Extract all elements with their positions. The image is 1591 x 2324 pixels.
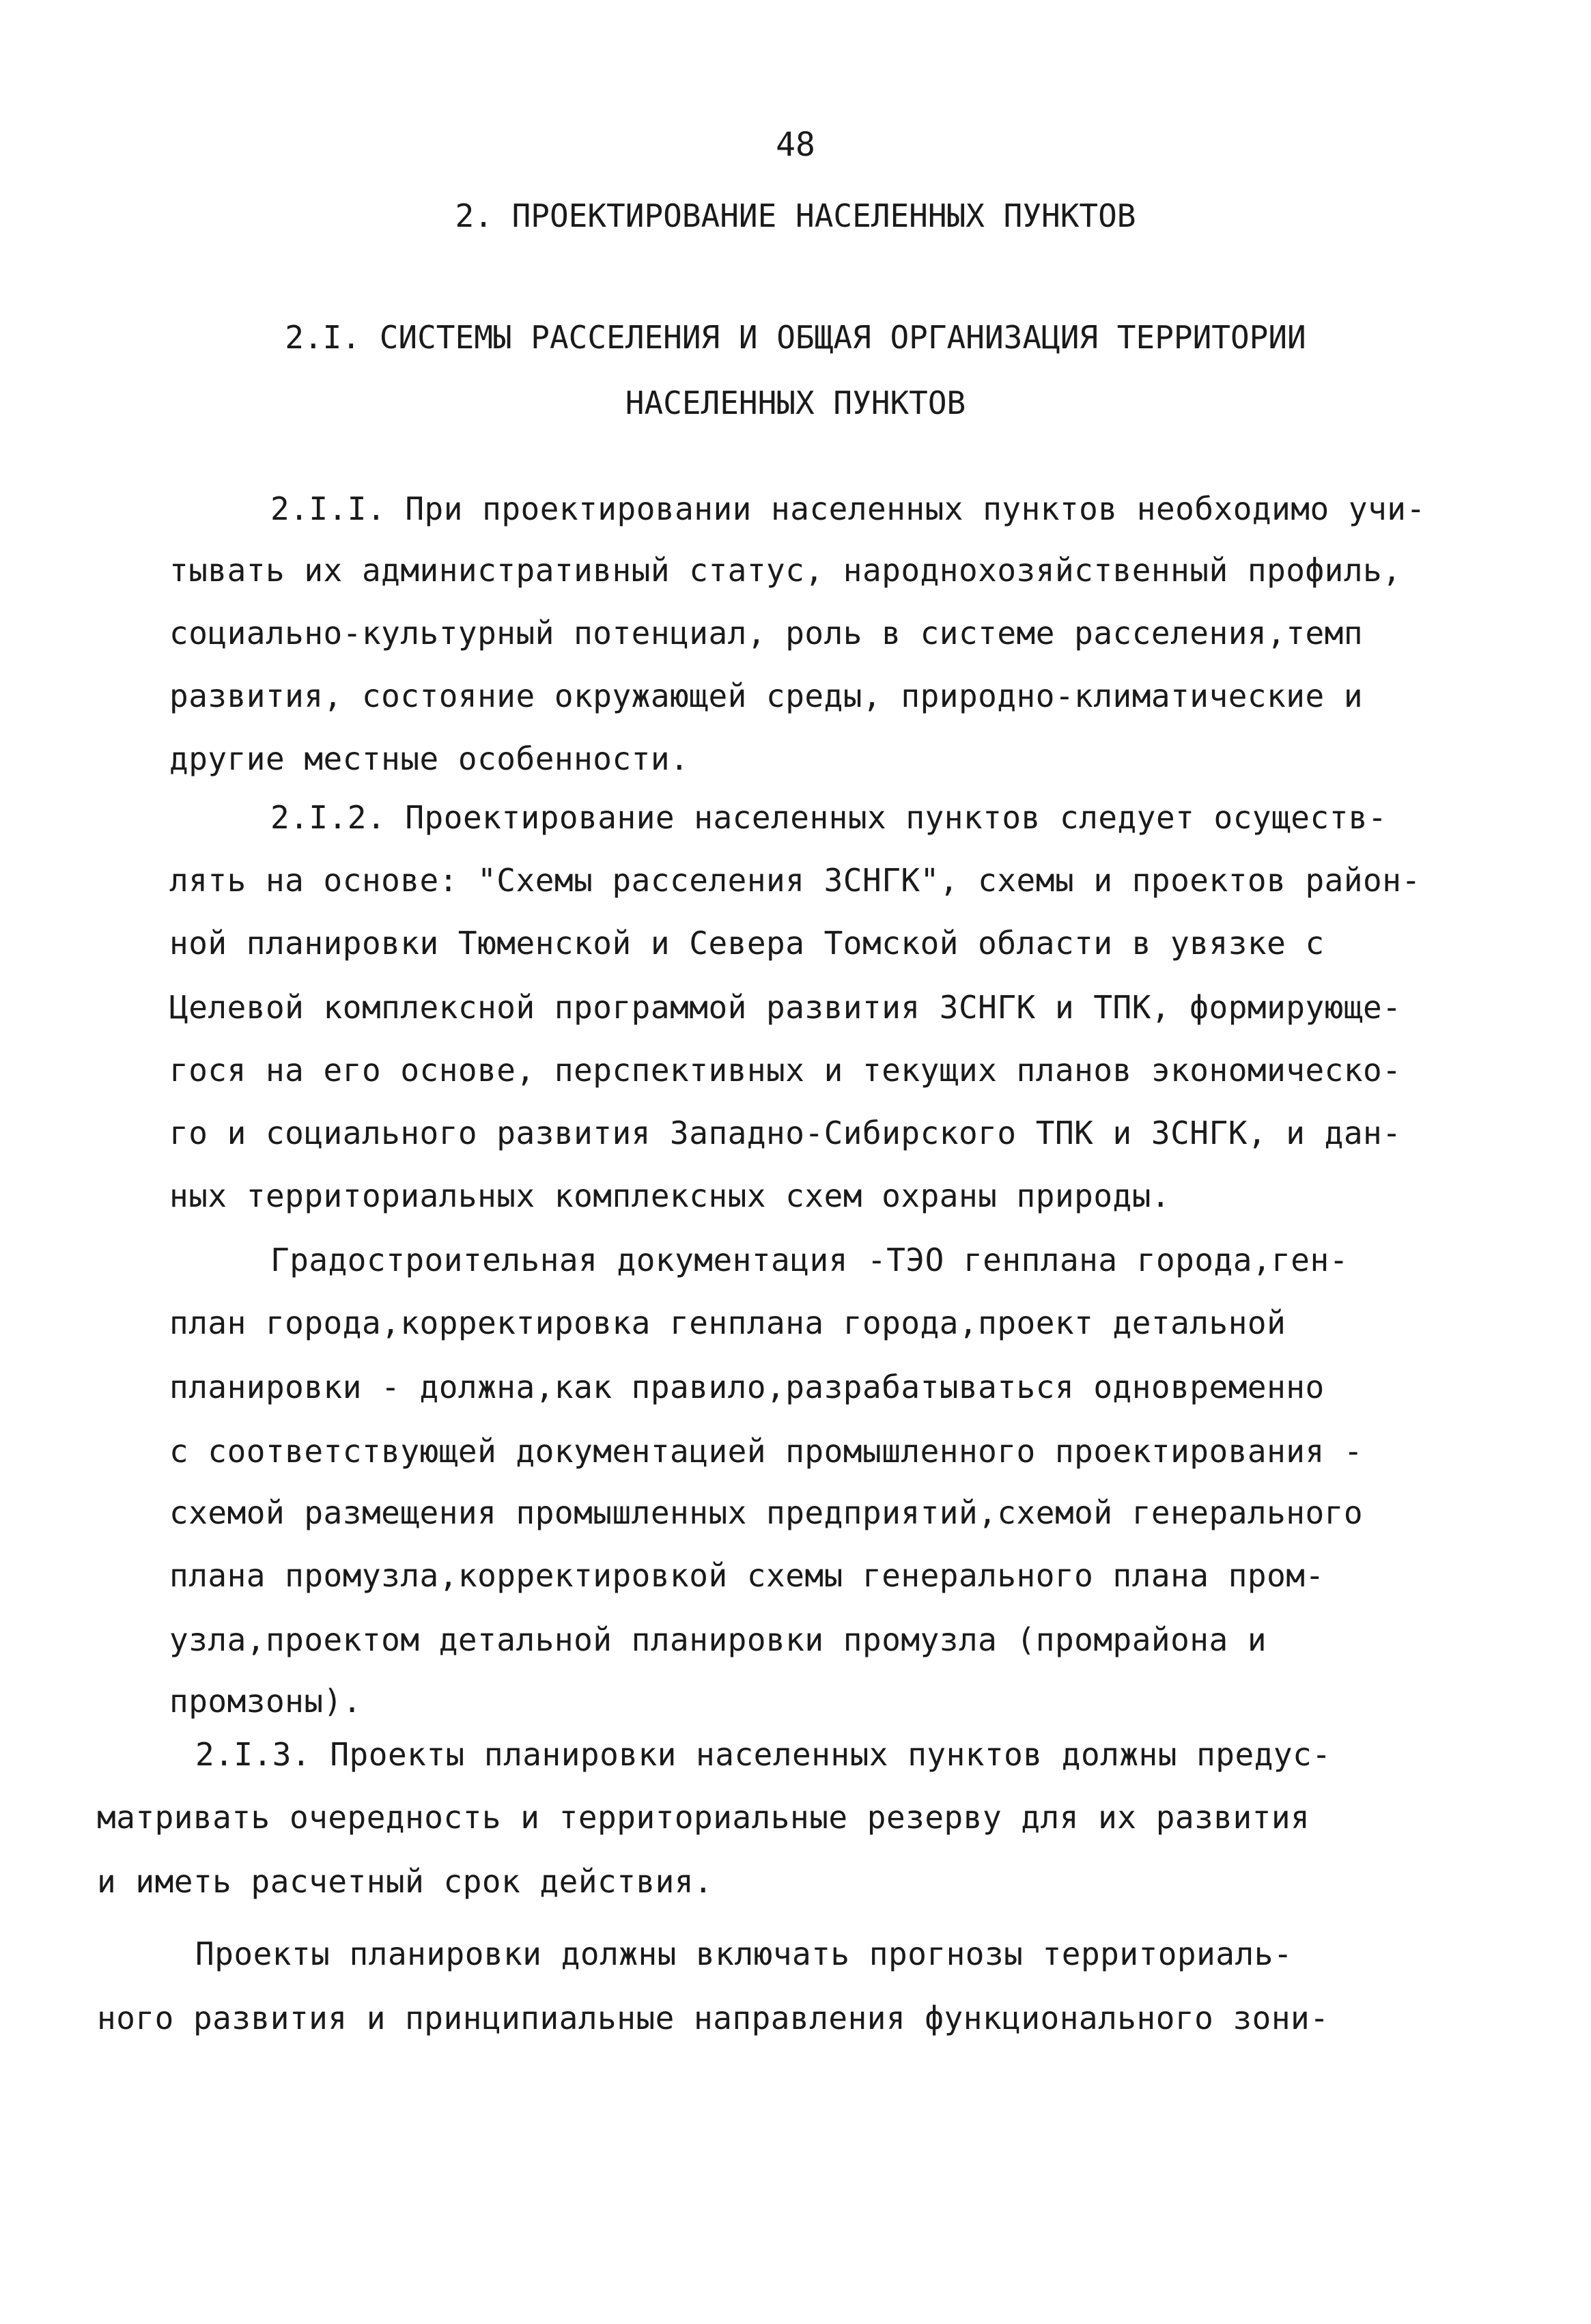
text-line: 2.I.2. Проектирование населенных пунктов следует осуществ-	[270, 799, 1388, 836]
subsection-title-line-2: НАСЕЛЕННЫХ ПУНКТОВ	[625, 384, 966, 421]
text-line: социально-культурный потенциал, роль в системе расселения,темп	[169, 615, 1364, 652]
text-line: узла,проектом детальной планировки промузла (промрайона и	[169, 1621, 1267, 1658]
text-line: схемой размещения промышленных предприятий,схемой генерального	[169, 1494, 1364, 1531]
text-line: Целевой комплексной программой развития ЗСНГК и ТПК, формирующе-	[169, 989, 1402, 1026]
text-line: ного развития и принципиальные направления функционального зони-	[97, 2000, 1329, 2036]
section-title: 2. ПРОЕКТИРОВАНИЕ НАСЕЛЕННЫХ ПУНКТОВ	[455, 197, 1136, 234]
text-line: с соответствующей документацией промышленного проектирования -	[169, 1433, 1364, 1470]
subsection-title-line-1: 2.I. СИСТЕМЫ РАССЕЛЕНИЯ И ОБЩАЯ ОРГАНИЗАЦИЯ ТЕРРИТОРИИ	[285, 319, 1306, 356]
text-line: го и социального развития Западно-Сибирского ТПК и ЗСНГК, и дан-	[169, 1115, 1402, 1151]
text-line: гося на его основе, перспективных и текущих планов экономическо-	[169, 1052, 1402, 1089]
page-number: 48	[776, 126, 815, 164]
text-line: Градостроительная документация -ТЭО генплана города,ген-	[270, 1242, 1349, 1278]
text-line: промзоны).	[169, 1683, 362, 1720]
text-line: матривать очередность и территориальные резерву для их развития	[97, 1799, 1310, 1836]
text-line: 2.I.I. При проектировании населенных пунктов необходимо учи-	[270, 490, 1426, 527]
text-line: развития, состояние окружающей среды, природно-климатические и	[169, 677, 1364, 714]
text-line: Проекты планировки должны включать прогнозы территориаль-	[195, 1935, 1293, 1972]
text-line: другие местные особенности.	[169, 740, 690, 777]
text-line: ных территориальных комплексных схем охраны природы.	[169, 1177, 1171, 1214]
text-line: ной планировки Тюменской и Севера Томской области в увязке с	[169, 925, 1325, 962]
text-line: тывать их административный статус, народнохозяйственный профиль,	[169, 552, 1402, 589]
text-line: план города,корректировка генплана города,проект детальной	[169, 1304, 1286, 1341]
text-line: лять на основе: "Схемы расселения ЗСНГК", схемы и проектов район-	[169, 862, 1421, 899]
text-line: планировки - должна,как правило,разрабатываться одновременно	[169, 1369, 1325, 1405]
text-line: плана промузла,корректировкой схемы генерального плана пром-	[169, 1557, 1325, 1594]
text-line: и иметь расчетный срок действия.	[97, 1863, 714, 1900]
text-line: 2.I.3. Проекты планировки населенных пунктов должны предус-	[195, 1736, 1332, 1773]
